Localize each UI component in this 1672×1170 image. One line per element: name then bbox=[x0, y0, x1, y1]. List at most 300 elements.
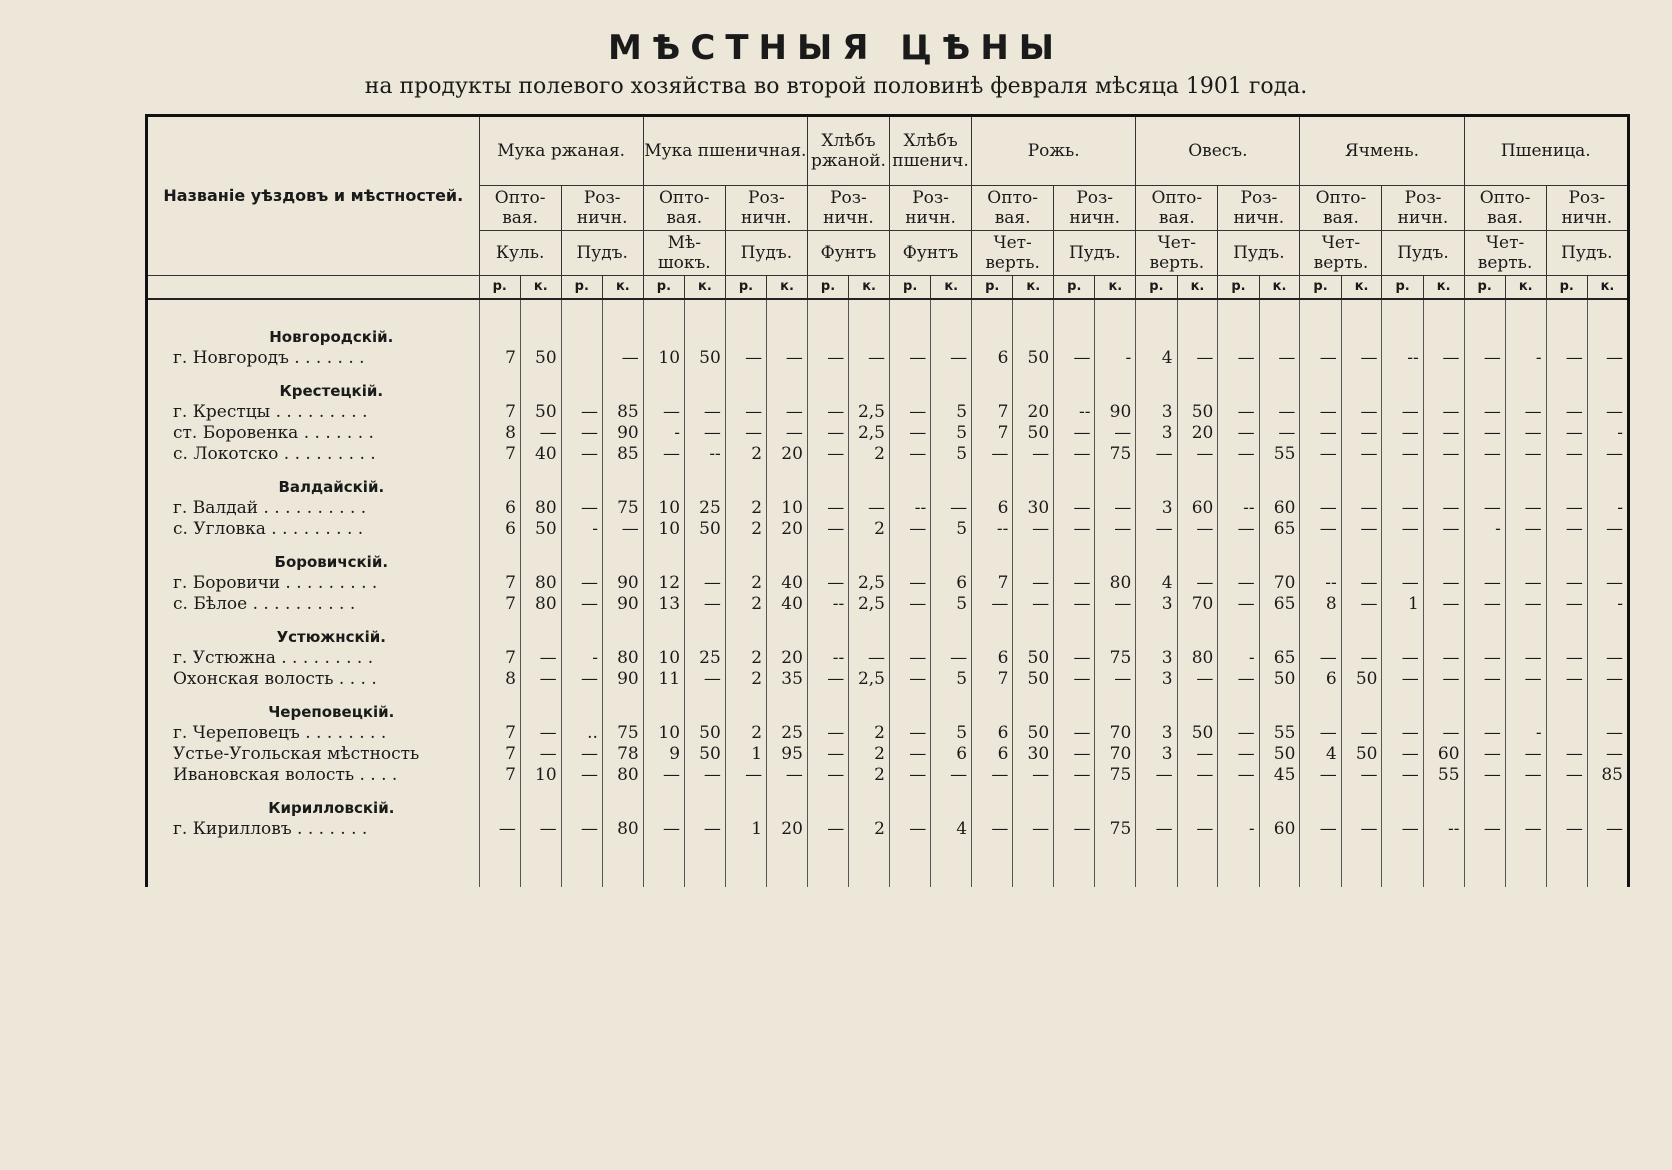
price-cell: — bbox=[1300, 647, 1341, 668]
empty-cell bbox=[1423, 314, 1464, 347]
empty-cell bbox=[643, 368, 684, 401]
price-cell: — bbox=[807, 743, 848, 764]
empty-cell bbox=[602, 839, 643, 887]
empty-cell bbox=[725, 785, 766, 818]
price-cell: — bbox=[1505, 422, 1546, 443]
price-cell: 75 bbox=[1095, 443, 1136, 464]
price-cell: — bbox=[1423, 347, 1464, 368]
price-cell: 9 bbox=[643, 743, 684, 764]
empty-cell bbox=[1587, 299, 1628, 314]
unit-header: Мѣ- шокъ. bbox=[643, 231, 725, 276]
price-cell: -- bbox=[685, 443, 726, 464]
empty-cell bbox=[479, 785, 520, 818]
price-cell: 40 bbox=[520, 443, 561, 464]
price-cell: 20 bbox=[767, 647, 808, 668]
empty-cell bbox=[1095, 368, 1136, 401]
empty-cell bbox=[1095, 839, 1136, 887]
empty-cell bbox=[561, 299, 602, 314]
empty-cell bbox=[1341, 614, 1382, 647]
empty-cell bbox=[1177, 314, 1218, 347]
empty-cell bbox=[1177, 839, 1218, 887]
price-cell: 6 bbox=[1300, 668, 1341, 689]
trade-header-wholesale: Опто- вая. bbox=[1136, 186, 1218, 231]
price-cell: 20 bbox=[767, 818, 808, 839]
empty-cell bbox=[1382, 314, 1423, 347]
empty-cell bbox=[849, 839, 890, 887]
empty-cell bbox=[602, 314, 643, 347]
empty-cell bbox=[1423, 839, 1464, 887]
empty-cell bbox=[1587, 314, 1628, 347]
empty-cell bbox=[1587, 614, 1628, 647]
empty-cell bbox=[1341, 368, 1382, 401]
price-cell: — bbox=[890, 518, 931, 539]
empty-cell bbox=[520, 614, 561, 647]
empty-cell bbox=[479, 539, 520, 572]
empty-cell bbox=[1382, 689, 1423, 722]
price-cell: - bbox=[1095, 347, 1136, 368]
price-cell: - bbox=[1218, 818, 1259, 839]
empty-cell bbox=[1464, 689, 1505, 722]
price-cell: — bbox=[1177, 743, 1218, 764]
price-cell: — bbox=[972, 443, 1013, 464]
price-cell: — bbox=[643, 818, 684, 839]
price-cell: 55 bbox=[1259, 722, 1300, 743]
empty-cell bbox=[890, 299, 931, 314]
empty-cell bbox=[602, 785, 643, 818]
price-cell: — bbox=[972, 818, 1013, 839]
price-cell: — bbox=[1300, 518, 1341, 539]
empty-cell bbox=[972, 314, 1013, 347]
price-cell: — bbox=[561, 497, 602, 518]
page-subtitle: на продукты полевого хозяйства во второй половинѣ февраля мѣсяца 1901 года. bbox=[364, 74, 1308, 99]
price-cell: — bbox=[1464, 572, 1505, 593]
price-cell: — bbox=[1341, 593, 1382, 614]
price-cell: 5 bbox=[931, 401, 972, 422]
trade-header-retail: Роз- ничн. bbox=[1218, 186, 1300, 231]
empty-cell bbox=[1054, 539, 1095, 572]
empty-cell bbox=[1382, 785, 1423, 818]
price-cell: — bbox=[520, 647, 561, 668]
price-cell: — bbox=[1464, 668, 1505, 689]
empty-cell bbox=[1546, 464, 1587, 497]
price-cell: 70 bbox=[1095, 722, 1136, 743]
price-cell: 85 bbox=[1587, 764, 1628, 785]
empty-cell bbox=[685, 368, 726, 401]
empty-cell bbox=[1300, 539, 1341, 572]
empty-cell bbox=[1013, 839, 1054, 887]
price-cell: — bbox=[602, 347, 643, 368]
price-cell: 55 bbox=[1423, 764, 1464, 785]
price-cell: — bbox=[931, 347, 972, 368]
empty-cell bbox=[1300, 689, 1341, 722]
product-header: Мука ржаная. bbox=[479, 116, 643, 186]
price-cell: — bbox=[1259, 401, 1300, 422]
price-cell: -- bbox=[1423, 818, 1464, 839]
empty-cell bbox=[643, 785, 684, 818]
empty-cell bbox=[767, 464, 808, 497]
price-cell: — bbox=[849, 647, 890, 668]
empty-cell bbox=[767, 539, 808, 572]
price-cell: — bbox=[1300, 443, 1341, 464]
empty-cell bbox=[1218, 299, 1259, 314]
ruble-label: р. bbox=[1382, 276, 1423, 300]
empty-cell bbox=[520, 368, 561, 401]
empty-cell bbox=[767, 299, 808, 314]
empty-cell bbox=[1218, 539, 1259, 572]
price-cell: 2 bbox=[725, 593, 766, 614]
price-cell: — bbox=[1013, 818, 1054, 839]
empty-cell bbox=[561, 314, 602, 347]
price-cell: 2 bbox=[725, 497, 766, 518]
price-cell: — bbox=[1218, 401, 1259, 422]
unit-header: Чет- верть. bbox=[1136, 231, 1218, 276]
empty-cell bbox=[1259, 299, 1300, 314]
ruble-label: р. bbox=[1546, 276, 1587, 300]
price-cell: — bbox=[1505, 572, 1546, 593]
empty-cell bbox=[1136, 689, 1177, 722]
place-name: Ивановская волость . . . . bbox=[147, 764, 480, 785]
price-cell bbox=[561, 347, 602, 368]
price-cell: — bbox=[1259, 347, 1300, 368]
kopeck-label: к. bbox=[767, 276, 808, 300]
price-cell: 6 bbox=[972, 743, 1013, 764]
price-cell: 50 bbox=[1259, 743, 1300, 764]
empty-cell bbox=[1464, 839, 1505, 887]
table-row bbox=[147, 593, 1629, 614]
empty-cell bbox=[685, 614, 726, 647]
empty-cell bbox=[561, 839, 602, 887]
price-cell: 7 bbox=[479, 647, 520, 668]
price-cell: 2 bbox=[849, 443, 890, 464]
price-cell: 3 bbox=[1136, 668, 1177, 689]
price-cell: — bbox=[1054, 647, 1095, 668]
trade-header-wholesale: Опто- вая. bbox=[1464, 186, 1546, 231]
empty-cell bbox=[1341, 314, 1382, 347]
empty-cell bbox=[972, 464, 1013, 497]
price-cell: — bbox=[685, 572, 726, 593]
product-header: Овесъ. bbox=[1136, 116, 1300, 186]
unit-header: Пудъ. bbox=[1218, 231, 1300, 276]
empty-cell bbox=[147, 839, 480, 887]
empty-cell bbox=[1546, 368, 1587, 401]
spacer-row bbox=[147, 839, 1629, 887]
price-cell: — bbox=[479, 818, 520, 839]
price-cell: — bbox=[1382, 497, 1423, 518]
price-cell: 50 bbox=[1013, 647, 1054, 668]
price-cell: — bbox=[643, 443, 684, 464]
empty-cell bbox=[479, 464, 520, 497]
price-cell: 50 bbox=[1177, 401, 1218, 422]
price-cell: — bbox=[1054, 722, 1095, 743]
empty-cell bbox=[520, 314, 561, 347]
empty-cell bbox=[1505, 689, 1546, 722]
price-cell: — bbox=[1341, 347, 1382, 368]
price-cell: .. bbox=[561, 722, 602, 743]
price-cell: — bbox=[725, 401, 766, 422]
empty-cell bbox=[479, 368, 520, 401]
empty-cell bbox=[1218, 689, 1259, 722]
empty-cell bbox=[807, 539, 848, 572]
price-cell: 20 bbox=[1177, 422, 1218, 443]
price-cell: — bbox=[890, 743, 931, 764]
empty-cell bbox=[1177, 614, 1218, 647]
empty-cell bbox=[643, 689, 684, 722]
place-name: г. Боровичи . . . . . . . . . bbox=[147, 572, 480, 593]
price-cell: — bbox=[1218, 347, 1259, 368]
price-cell: -- bbox=[807, 593, 848, 614]
price-cell: — bbox=[1218, 668, 1259, 689]
empty-cell bbox=[685, 689, 726, 722]
price-cell: 80 bbox=[602, 647, 643, 668]
ruble-label: р. bbox=[1300, 276, 1341, 300]
empty-cell bbox=[1259, 785, 1300, 818]
price-cell: 4 bbox=[1136, 572, 1177, 593]
price-cell: — bbox=[1054, 593, 1095, 614]
place-name: с. Угловка . . . . . . . . . bbox=[147, 518, 480, 539]
empty-cell bbox=[1464, 314, 1505, 347]
empty-cell bbox=[1587, 539, 1628, 572]
ruble-label: р. bbox=[561, 276, 602, 300]
empty-cell bbox=[561, 689, 602, 722]
empty-cell bbox=[602, 539, 643, 572]
trade-header-retail: Роз- ничн. bbox=[561, 186, 643, 231]
price-cell: — bbox=[561, 764, 602, 785]
price-cell: 5 bbox=[931, 518, 972, 539]
price-cell: 50 bbox=[685, 743, 726, 764]
price-cell: 3 bbox=[1136, 497, 1177, 518]
price-cell: — bbox=[1382, 443, 1423, 464]
empty-cell bbox=[1136, 299, 1177, 314]
trade-header-wholesale: Опто- вая. bbox=[479, 186, 561, 231]
price-cell: 30 bbox=[1013, 497, 1054, 518]
price-cell: 60 bbox=[1259, 818, 1300, 839]
price-cell: 8 bbox=[479, 668, 520, 689]
price-cell: — bbox=[1177, 347, 1218, 368]
price-cell: 7 bbox=[479, 764, 520, 785]
price-cell: — bbox=[1505, 593, 1546, 614]
kopeck-label: к. bbox=[1423, 276, 1464, 300]
empty-cell bbox=[1013, 614, 1054, 647]
empty-cell bbox=[972, 368, 1013, 401]
empty-cell bbox=[972, 689, 1013, 722]
price-cell: 1 bbox=[1382, 593, 1423, 614]
empty-cell bbox=[685, 299, 726, 314]
price-cell: — bbox=[1464, 764, 1505, 785]
price-cell: 75 bbox=[602, 497, 643, 518]
empty-cell bbox=[1382, 539, 1423, 572]
empty-cell bbox=[1300, 785, 1341, 818]
price-cell: — bbox=[1423, 497, 1464, 518]
price-cell: - bbox=[1587, 497, 1628, 518]
price-cell: — bbox=[1218, 722, 1259, 743]
district-name: Кирилловскій. bbox=[147, 785, 480, 818]
empty-cell bbox=[725, 839, 766, 887]
price-cell: — bbox=[1464, 743, 1505, 764]
price-cell: — bbox=[1382, 572, 1423, 593]
price-cell: — bbox=[972, 764, 1013, 785]
price-cell: 50 bbox=[1013, 722, 1054, 743]
price-cell: - bbox=[1587, 593, 1628, 614]
empty-cell bbox=[561, 464, 602, 497]
empty-cell bbox=[1505, 539, 1546, 572]
price-cell: — bbox=[1341, 497, 1382, 518]
price-cell: — bbox=[1177, 764, 1218, 785]
trade-header-wholesale: Опто- вая. bbox=[972, 186, 1054, 231]
price-cell: — bbox=[1505, 647, 1546, 668]
column-header-names: Названіе уѣздовъ и мѣстностей. bbox=[147, 116, 480, 276]
price-cell: — bbox=[561, 422, 602, 443]
kopeck-label: к. bbox=[685, 276, 726, 300]
table-row bbox=[147, 818, 1629, 839]
price-cell: 90 bbox=[602, 593, 643, 614]
price-cell: — bbox=[685, 818, 726, 839]
price-cell: — bbox=[1095, 422, 1136, 443]
price-cell: — bbox=[1505, 764, 1546, 785]
price-cell: 2 bbox=[725, 572, 766, 593]
price-cell: — bbox=[849, 347, 890, 368]
price-cell: — bbox=[807, 497, 848, 518]
empty-cell bbox=[520, 839, 561, 887]
price-cell: 50 bbox=[1341, 668, 1382, 689]
empty-cell bbox=[1095, 464, 1136, 497]
empty-cell bbox=[725, 299, 766, 314]
price-cell: — bbox=[1300, 497, 1341, 518]
table-row bbox=[147, 347, 1629, 368]
price-cell: 6 bbox=[972, 347, 1013, 368]
price-cell: — bbox=[807, 443, 848, 464]
price-cell: 8 bbox=[1300, 593, 1341, 614]
empty-cell bbox=[1546, 839, 1587, 887]
empty-cell bbox=[1054, 839, 1095, 887]
empty-cell bbox=[1013, 314, 1054, 347]
empty-cell bbox=[1259, 314, 1300, 347]
price-cell: — bbox=[1341, 818, 1382, 839]
empty-cell bbox=[1423, 299, 1464, 314]
kopeck-label: к. bbox=[1341, 276, 1382, 300]
empty-cell bbox=[1177, 464, 1218, 497]
place-name: с. Бѣлое . . . . . . . . . . bbox=[147, 593, 480, 614]
empty-cell bbox=[1218, 368, 1259, 401]
price-cell: 2 bbox=[725, 443, 766, 464]
price-cell: 1 bbox=[725, 818, 766, 839]
table-row bbox=[147, 422, 1629, 443]
price-cell: 7 bbox=[479, 743, 520, 764]
price-cell: 4 bbox=[1136, 347, 1177, 368]
empty-cell bbox=[767, 689, 808, 722]
empty-cell bbox=[1218, 839, 1259, 887]
kopeck-label: к. bbox=[1587, 276, 1628, 300]
price-cell: — bbox=[725, 764, 766, 785]
price-cell: — bbox=[767, 347, 808, 368]
price-cell: 3 bbox=[1136, 743, 1177, 764]
price-cell: — bbox=[1546, 572, 1587, 593]
price-cell: — bbox=[1505, 401, 1546, 422]
price-cell: - bbox=[1464, 518, 1505, 539]
empty-cell bbox=[520, 539, 561, 572]
empty-cell bbox=[1136, 464, 1177, 497]
price-cell: — bbox=[1259, 422, 1300, 443]
price-cell: — bbox=[1423, 668, 1464, 689]
price-cell: 70 bbox=[1259, 572, 1300, 593]
price-cell: 95 bbox=[767, 743, 808, 764]
price-cell: — bbox=[890, 572, 931, 593]
district-row bbox=[147, 785, 1629, 818]
empty-cell bbox=[1136, 785, 1177, 818]
price-cell: - bbox=[561, 518, 602, 539]
price-cell: — bbox=[520, 668, 561, 689]
price-cell: 3 bbox=[1136, 593, 1177, 614]
empty-cell bbox=[1259, 614, 1300, 647]
price-cell: — bbox=[1341, 422, 1382, 443]
price-cell: — bbox=[1423, 593, 1464, 614]
empty-cell bbox=[1587, 785, 1628, 818]
district-row bbox=[147, 539, 1629, 572]
empty-cell bbox=[1054, 314, 1095, 347]
price-cell: 25 bbox=[685, 497, 726, 518]
price-cell: — bbox=[520, 422, 561, 443]
price-cell: — bbox=[561, 593, 602, 614]
empty-cell bbox=[1587, 839, 1628, 887]
empty-cell bbox=[520, 464, 561, 497]
table-row bbox=[147, 668, 1629, 689]
price-cell: 70 bbox=[1095, 743, 1136, 764]
empty-cell bbox=[849, 539, 890, 572]
price-cell: — bbox=[1300, 818, 1341, 839]
price-cell: — bbox=[1095, 497, 1136, 518]
empty-cell bbox=[1177, 299, 1218, 314]
trade-header-retail: Роз- ничн. bbox=[890, 186, 972, 231]
place-name: г. Череповецъ . . . . . . . . bbox=[147, 722, 480, 743]
empty-cell bbox=[1546, 539, 1587, 572]
price-cell: 50 bbox=[685, 518, 726, 539]
price-cell: 50 bbox=[1341, 743, 1382, 764]
ruble-label: р. bbox=[725, 276, 766, 300]
empty-cell bbox=[1546, 785, 1587, 818]
place-name: Охонская волость . . . . bbox=[147, 668, 480, 689]
empty-cell bbox=[767, 314, 808, 347]
price-cell: — bbox=[1382, 647, 1423, 668]
empty-cell bbox=[890, 539, 931, 572]
kopeck-label: к. bbox=[849, 276, 890, 300]
trade-header-retail: Роз- ничн. bbox=[1546, 186, 1628, 231]
empty-cell bbox=[1505, 314, 1546, 347]
empty-cell bbox=[1136, 314, 1177, 347]
empty-cell bbox=[1423, 464, 1464, 497]
price-cell: 6 bbox=[972, 722, 1013, 743]
price-cell: — bbox=[807, 422, 848, 443]
empty-cell bbox=[1177, 368, 1218, 401]
price-cell: — bbox=[1341, 722, 1382, 743]
empty-cell bbox=[1177, 539, 1218, 572]
empty-cell bbox=[1177, 689, 1218, 722]
ruble-label: р. bbox=[807, 276, 848, 300]
price-cell: 50 bbox=[1013, 422, 1054, 443]
price-cell: 80 bbox=[1095, 572, 1136, 593]
empty-cell bbox=[807, 614, 848, 647]
price-cell: — bbox=[1013, 518, 1054, 539]
empty-cell bbox=[849, 368, 890, 401]
empty-cell bbox=[1218, 614, 1259, 647]
price-cell: 3 bbox=[1136, 401, 1177, 422]
empty-cell bbox=[849, 785, 890, 818]
empty-cell bbox=[931, 464, 972, 497]
district-name: Новгородскій. bbox=[147, 314, 480, 347]
price-cell: 70 bbox=[1177, 593, 1218, 614]
price-cell: 50 bbox=[1013, 668, 1054, 689]
price-cell: — bbox=[685, 764, 726, 785]
empty-cell bbox=[520, 785, 561, 818]
empty-cell bbox=[1341, 539, 1382, 572]
